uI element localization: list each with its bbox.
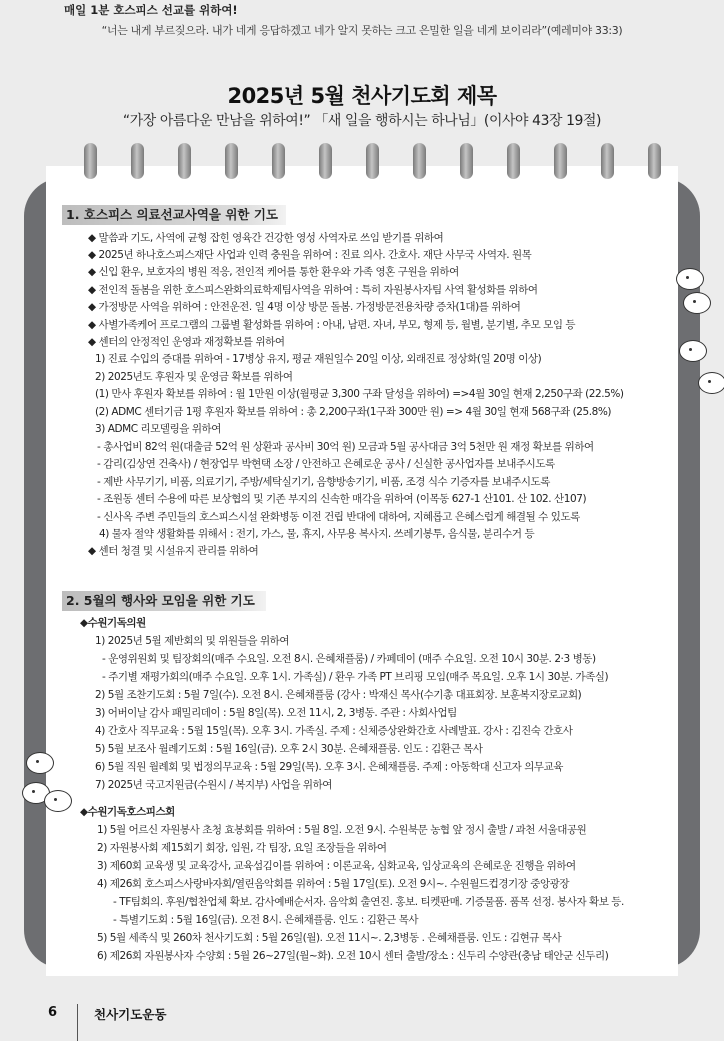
header-tagline: 매일 1분 호스피스 선교를 위하여! [64,3,238,17]
section-heading: 2. 5월의 행사와 모임을 위한 기도 [62,591,266,611]
event-item: 5) 5월 세족식 및 260차 천사기도회 : 5월 26일(월). 오전 11시~. 2,3병동 . 은혜채플룸. 인도 : 김현규 목사 [97,932,562,944]
event-item: 3) 제60회 교육생 및 교육강사, 교육섬김이를 위하여 : 이론교육, 심화교육, 임상교육의 은혜로운 진행을 위하여 [97,860,576,872]
prayer-subitem: 4) 물자 절약 생활화를 위해서 : 전기, 가스, 물, 휴지, 사무용 복사지. 쓰레기봉투, 음식물, 분리수거 등 [99,528,535,540]
cloud-doodle-icon [698,372,724,394]
event-item: 4) 간호사 직무교육 : 5월 15일(목). 오후 3시. 가족실. 주제 : 신체증상완화간호 사례발표. 강사 : 김진숙 간호사 [95,725,573,737]
event-item: 6) 5월 직원 월례회 및 법정의무교육 : 5월 29일(목). 오후 3시. 은혜채플룸. 주제 : 아동학대 신고자 의무교육 [95,761,564,773]
cloud-doodle-icon [44,790,72,812]
event-item: - 운영위원회 및 팀장회의(매주 수요일. 오전 8시. 은혜채플룸) / 카페데이 (매주 수요일. 오전 10시 30분. 2·3 병동) [102,653,596,665]
prayer-item: ◆ 신입 환우, 보호자의 병원 적응, 전인적 케어를 통한 환우와 가족 영혼 구원을 위하여 [88,266,459,278]
event-item: 4) 제26회 호스피스사랑바자회/열린음악회를 위하여 : 5월 17일(토). 오전 9시~. 수원월드컵경기장 중앙광장 [97,878,570,890]
event-item: - 주기별 재평가회의(매주 수요일. 오후 1시. 가족실) / 환우 가족 PT 브리핑 모임(매주 목요일. 오후 1시 30분. 가족실) [102,671,609,683]
binding-ring [413,143,426,179]
prayer-subitem: - 신사옥 주변 주민들의 호스피스시설 완화병동 이전 건립 반대에 대하여, 지혜롭고 은혜스럽게 해결될 수 있도록 [97,511,580,523]
event-item: 5) 5월 보조사 월례기도회 : 5월 16일(금). 오후 2시 30분. 은혜채플룸. 인도 : 김환근 목사 [95,743,483,755]
binding-ring [507,143,520,179]
prayer-subitem: 1) 진료 수입의 증대를 위하여 - 17병상 유지, 평균 재원일수 20일 이상, 외래진료 정상화(일 20명 이상) [95,353,542,365]
event-item: 1) 2025년 5월 제반회의 및 위원들을 위하여 [95,635,290,647]
page-title: 2025년 5월 천사기도회 제목 [227,84,497,108]
binding-ring [131,143,144,179]
prayer-subitem: (1) 만사 후원자 확보를 위하여 : 월 1만원 이상(월평균 3,300 구좌 달성을 위하여) =>4월 30일 현재 2,250구좌 (22.5%) [95,388,624,400]
binding-ring [460,143,473,179]
event-item: 3) 어버이날 감사 패밀리데이 : 5월 8일(목). 오전 11시, 2, 3병동. 주관 : 사회사업팀 [95,707,457,719]
binding-ring [601,143,614,179]
prayer-subitem: 3) ADMC 리모델링을 위하여 [95,423,221,435]
event-item: 6) 제26회 자원봉사자 수양회 : 5월 26~27일(월~화). 오전 10시 센터 출발/장소 : 신두리 수양관(충남 태안군 신두리) [97,950,609,962]
subsection-title: ◆수원기독호스피스회 [80,806,175,818]
cloud-doodle-icon [26,752,54,774]
prayer-item: ◆ 전인적 돌봄을 위한 호스피스완화의료학제팀사역을 위하여 : 특히 자원봉사자팀 사역 활성화를 위하여 [88,284,538,296]
binding-ring [272,143,285,179]
binding-ring [178,143,191,179]
prayer-item: ◆ 사별가족케어 프로그램의 그룹별 활성화를 위하여 : 아내, 남편. 자녀, 부모, 형제 등, 월별, 분기별, 추모 모임 등 [88,319,576,331]
event-item: 2) 5월 조찬기도회 : 5월 7일(수). 오전 8시. 은혜채플룸 (강사 : 박재신 목사(수기총 대표회장. 보훈복지장로교회) [95,689,582,701]
event-item: 2) 자원봉사회 제15회기 회장, 임원, 각 팀장, 요일 조장들을 위하여 [97,842,387,854]
cloud-doodle-icon [679,340,707,362]
prayer-subitem: - 총사업비 82억 원(대출금 52억 원 상환과 공사비 30억 원) 모금과 5월 공사대금 3억 5천만 원 재정 확보를 위하여 [97,441,594,453]
prayer-subitem: - 제반 사무기기, 비품, 의료기기, 주방/세탁실기기, 음향방송기기, 비품, 조경 식수 기증자를 보내주시도록 [97,476,550,488]
cloud-doodle-icon [676,268,704,290]
prayer-item: ◆ 가정방문 사역을 위하여 : 안전운전. 일 4명 이상 방문 돌봄. 가정방문전용차량 증차(1대)를 위하여 [88,301,521,313]
prayer-subitem: (2) ADMC 센터기금 1평 후원자 확보를 위하여 : 총 2,200구좌(1구좌 300만 원) => 4월 30일 현재 568구좌 (25.8%) [95,406,612,418]
prayer-subitem: - 감리(김상연 건축사) / 현장업무 박현택 소장 / 안전하고 은혜로운 공사 / 신실한 공사업자를 보내주시도록 [97,458,555,470]
page-number: 6 [48,1005,58,1020]
binding-ring [84,143,97,179]
binding-ring [554,143,567,179]
prayer-subitem: - 조원동 센터 수용에 따른 보상협의 및 기존 부지의 신속한 매각을 위하여 (이목동 627-1 산101. 산 102. 산107) [97,493,587,505]
event-item: 1) 5월 어르신 자원봉사 초청 효봉회를 위하여 : 5월 8일. 오전 9시. 수원북문 농협 앞 정시 출발 / 과천 서울대공원 [97,824,587,836]
event-item: - 특별기도회 : 5월 16일(금). 오전 8시. 은혜채플룸. 인도 : 김환근 목사 [113,914,419,926]
binding-ring [366,143,379,179]
cloud-doodle-icon [683,292,711,314]
binding-ring [319,143,332,179]
header-verse: “너는 내게 부르짖으라. 내가 네게 응답하겠고 네가 알지 못하는 크고 은밀한 일을 네게 보이리라”(예레미야 33:3) [101,24,623,37]
footer-divider [77,1004,78,1041]
event-item: 7) 2025년 국고지원금(수원시 / 복지부) 사업을 위하여 [95,779,332,791]
subsection-title: ◆수원기독의원 [80,617,146,629]
event-item: - TF팀회의. 후원/협찬업체 확보. 감사예배순서자. 음악회 출연진. 홍보. 티켓판매. 기증물품. 품목 선정. 봉사자 확보 등. [113,896,624,908]
publication-name: 천사기도운동 [94,1007,167,1022]
prayer-subitem: 2) 2025년도 후원자 및 운영금 확보를 위하여 [95,371,293,383]
binding-ring [225,143,238,179]
binding-ring [648,143,661,179]
page-subtitle: “가장 아름다운 만남을 위하여!” 「새 일을 행하시는 하나님」(이사야 43장 19절) [122,113,602,129]
prayer-item: ◆ 센터의 안정적인 운영과 재정확보를 위하여 [88,336,285,348]
prayer-item: ◆ 말씀과 기도, 사역에 균형 잡힌 영육간 건강한 영성 사역자로 쓰임 받기를 위하여 [88,232,444,244]
prayer-item: ◆ 센터 청결 및 시설유지 관리를 위하여 [88,545,259,557]
section-heading: 1. 호스피스 의료선교사역을 위한 기도 [62,205,286,225]
prayer-item: ◆ 2025년 하나호스피스재단 사업과 인력 충원을 위하여 : 진료 의사. 간호사. 재단 사무국 사역자. 원목 [88,249,532,261]
